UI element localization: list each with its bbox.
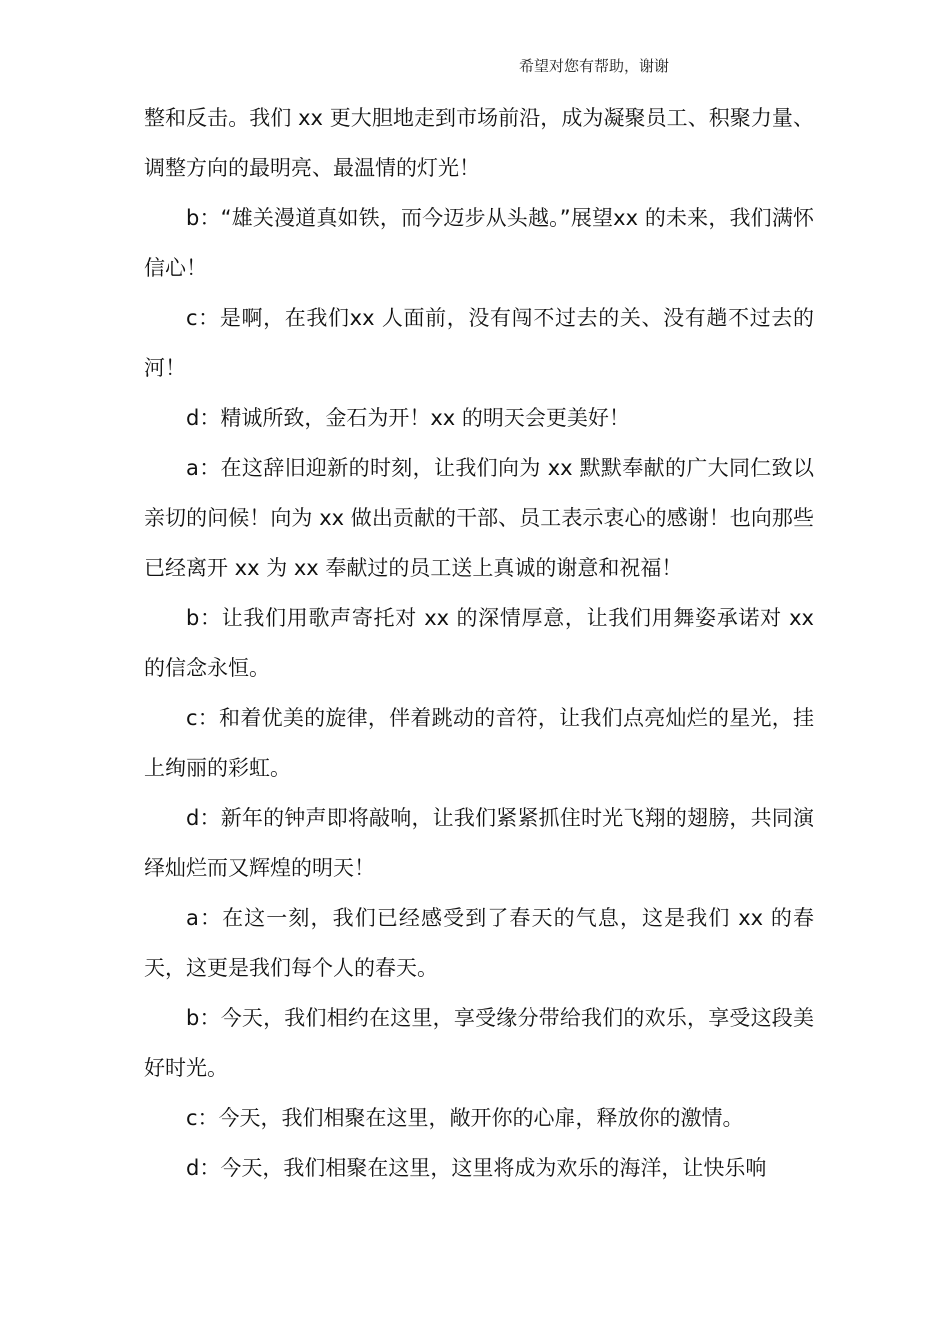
paragraph: c：今天，我们相聚在这里，敞开你的心扉，释放你的激情。 <box>186 1106 744 1130</box>
paragraph: d：新年的钟声即将敲响，让我们紧紧抓住时光飞翔的翅膀，共同演绎灿烂而又辉煌的明天！ <box>144 806 814 880</box>
paragraph: 整和反击。我们 xx 更大胆地走到市场前沿，成为凝聚员工、积聚力量、调整方向的最明亮、最温情的灯光！ <box>144 106 814 180</box>
document-body <box>144 93 814 1193</box>
paragraph: a：在这辞旧迎新的时刻，让我们向为 xx 默默奉献的广大同仁致以亲切的问候！向为 xx 做出贡献的干部、员工表示衷心的感谢！也向那些已经离开 xx 为 xx 奉献过的员工送上真诚的谢意和祝福！ <box>144 456 814 580</box>
paragraph: d：精诚所致，金石为开！xx 的明天会更美好！ <box>186 406 630 430</box>
paragraph: c：和着优美的旋律，伴着跳动的音符，让我们点亮灿烂的星光，挂上绚丽的彩虹。 <box>144 706 814 780</box>
paragraph: b：今天，我们相约在这里，享受缘分带给我们的欢乐，享受这段美好时光。 <box>144 1006 814 1080</box>
paragraph: b：让我们用歌声寄托对 xx 的深情厚意，让我们用舞姿承诺对 xx 的信念永恒。 <box>144 606 814 680</box>
paragraph: b：“雄关漫道真如铁，而今迈步从头越。”展望xx 的未来，我们满怀信心！ <box>144 206 814 280</box>
paragraph: c：是啊，在我们xx 人面前，没有闯不过去的关、没有趟不过去的河！ <box>144 306 814 380</box>
paragraph: d：今天，我们相聚在这里，这里将成为欢乐的海洋，让快乐响 <box>186 1156 767 1180</box>
page-header: 希望对您有帮助，谢谢 <box>519 57 670 75</box>
paragraph: a：在这一刻，我们已经感受到了春天的气息，这是我们 xx 的春天，这更是我们每个人的春天。 <box>144 906 814 980</box>
